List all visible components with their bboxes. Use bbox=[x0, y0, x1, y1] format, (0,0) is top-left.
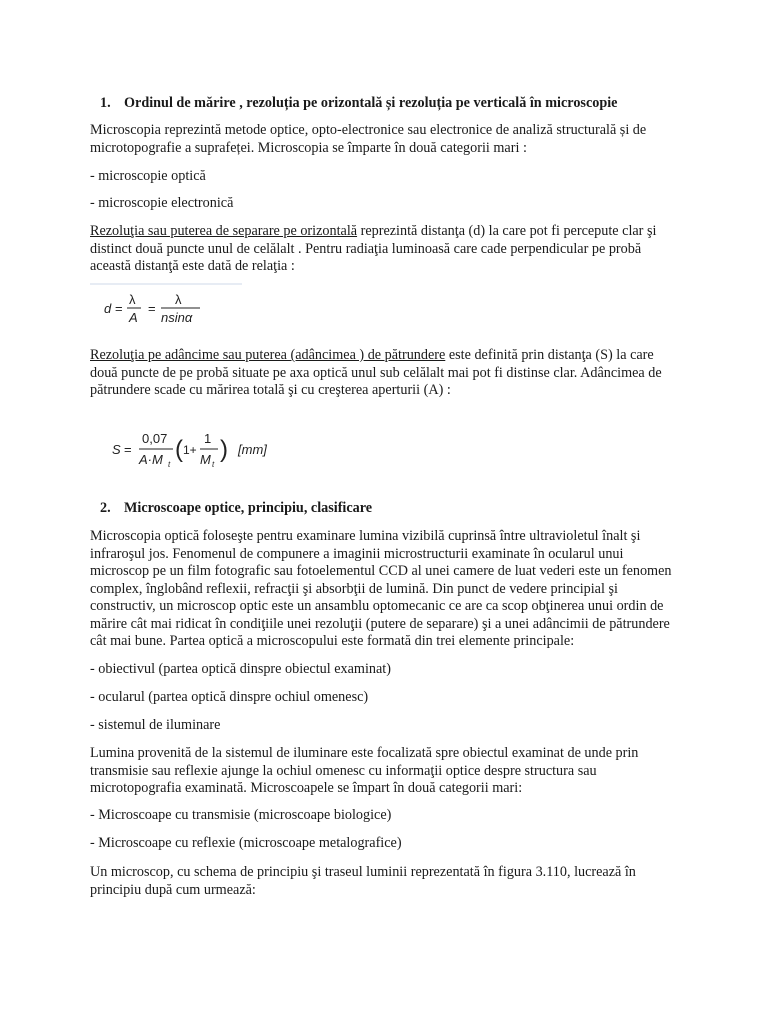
section-1-title: Ordinul de mărire , rezoluția pe orizontală și rezoluția pe verticală în microscopie bbox=[124, 95, 618, 111]
section-1-paragraph-1: Microscopia reprezintă metode optice, opto-electronice sau electronice de analiză structurală și de microtopografie a suprafeței. Microscopia se împarte în două categorii mari : bbox=[90, 122, 647, 156]
formula2-S: S bbox=[112, 442, 121, 457]
list-item-objective: - obiectivul (partea optică dinspre obiectul examinat) bbox=[90, 661, 391, 677]
section-2-number: 2. bbox=[100, 500, 111, 516]
section-1-number: 1. bbox=[100, 95, 111, 111]
section-2-paragraph-3: Un microscop, cu schema de principiu şi traseul luminii reprezentată în figura 3.110, lucrează în principiu după cum urmează: bbox=[90, 864, 636, 898]
depth-resolution-term: Rezoluţia pe adâncime sau puterea (adâncimea ) de pătrundere bbox=[90, 347, 446, 363]
formula2-unit: [mm] bbox=[238, 442, 267, 457]
formula2-close-paren: ) bbox=[220, 436, 228, 463]
formula-equals-2: = bbox=[148, 301, 156, 316]
formula-A: A bbox=[129, 310, 138, 325]
depth-resolution-text: este definită prin distanţa (S) la care două puncte de pe probă situate pe axa optică unul sub celălalt mai pot fi distinse clar. Adâncimea de pătrundere scade cu mărirea totală şi cu creşterea aperturii (A) : bbox=[90, 347, 662, 398]
formula2-inner-subscript: t bbox=[212, 460, 215, 469]
formula2-numerator: 0,07 bbox=[142, 431, 168, 446]
list-item-reflection: - Microscoape cu reflexie (microscoape metalografice) bbox=[90, 835, 402, 851]
section-2-title: Microscoape optice, principiu, clasificare bbox=[124, 500, 373, 516]
formula-lambda-1: λ bbox=[129, 292, 136, 307]
formula-d: d bbox=[104, 301, 112, 316]
formula2-equals: = bbox=[124, 442, 132, 457]
section-2-paragraph-1: Microscopia optică foloseşte pentru examinare lumina vizibilă cuprinsă între ultravioletul înalt şi infraroşul jos. Fenomenul de compunere a imaginii microstructurii examinate în ocularul unui microscop pe un film fotografic sau fotoelementul CCD al unei camere de luat vederi este un fenomen complex, înglobând reflexii, refracţii şi absorbţii de lumină. Din punct de vedere principial şi constructiv, un microscop optic este un ansamblu optomecanic ce are ca scop obţinerea unui ordin de mărire cât mai ridicat în condiţiile unei rezoluţii (putere de separare) şi a unei adâncimii de pătrundere cât mai bune. Partea optică a microscopului este formată din trei elemente principale: bbox=[90, 528, 672, 649]
formula2-open-paren: ( bbox=[175, 436, 183, 463]
list-item-electronic: - microscopie electronică bbox=[90, 195, 234, 211]
formula2-one-plus: 1+ bbox=[183, 443, 197, 457]
list-item-transmission: - Microscoape cu transmisie (microscoape biologice) bbox=[90, 807, 392, 823]
formula-denominator: nsinα bbox=[161, 310, 193, 325]
formula2-inner-numerator: 1 bbox=[204, 431, 212, 446]
section-1-paragraph-2 bbox=[90, 223, 684, 276]
section-2-paragraph-2: Lumina provenită de la sistemul de iluminare este focalizată spre obiectul examinat de unde prin transmisie sau reflexie ajunge la ochiul omenesc cu informaţii optice despre structura sau microtopografia examinată. Microscoapele se împart în două categorii mari: bbox=[90, 745, 639, 796]
formula-lambda-2: λ bbox=[175, 292, 182, 307]
horizontal-resolution-term: Rezoluţia sau puterea de separare pe orizontală bbox=[90, 223, 358, 239]
formula-horizontal-resolution bbox=[90, 282, 250, 334]
section-1-paragraph-3 bbox=[90, 347, 684, 400]
formula2-denominator-subscript: t bbox=[168, 460, 171, 469]
formula2-denominator: A·M bbox=[139, 452, 163, 467]
section-1-heading bbox=[90, 95, 684, 113]
formula-equals-1: = bbox=[115, 301, 123, 316]
horizontal-resolution-text: reprezintă distanţa (d) la care pot fi percepute clar şi distinct două puncte unul de celălalt . Pentru radiaţia luminoasă care cade perpendicular pe probă această distanţă este dată de relaţia : bbox=[90, 223, 657, 274]
list-item-optical: - microscopie optică bbox=[90, 168, 206, 184]
list-item-ocular: - ocularul (partea optică dinspre ochiul omenesc) bbox=[90, 689, 369, 705]
formula2-inner-denominator: M bbox=[200, 452, 211, 467]
formula-depth-resolution bbox=[108, 424, 298, 474]
section-2-heading bbox=[90, 500, 684, 518]
list-item-illumination: - sistemul de iluminare bbox=[90, 717, 221, 733]
